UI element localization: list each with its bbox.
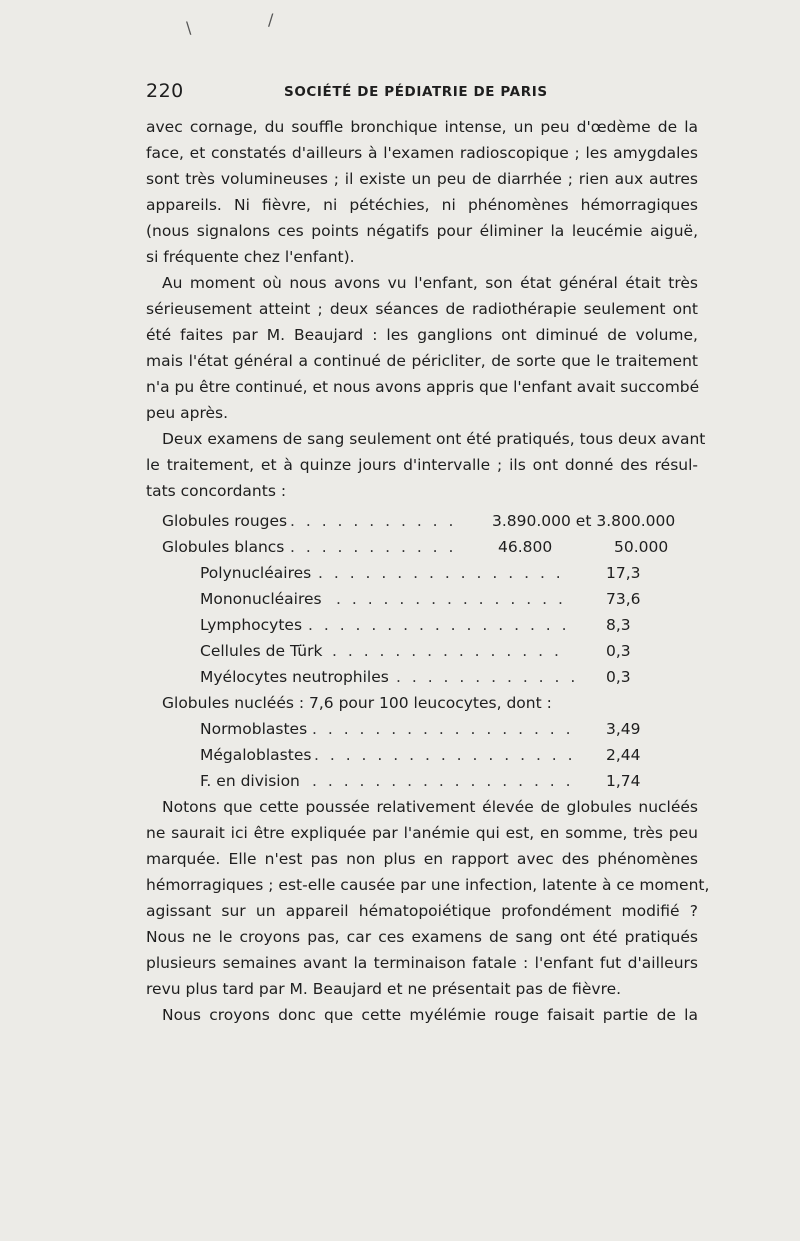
text-line: plusieurs semaines avant la terminaison fatale : l'enfant fut d'ailleurs <box>146 954 698 972</box>
text-line: ne saurait ici être expliquée par l'anémie qui est, en somme, très peu <box>146 824 698 842</box>
text-line: revu plus tard par M. Beaujard et ne présentait pas de fièvre. <box>146 980 622 998</box>
row-label: Globules blancs <box>162 538 285 556</box>
dot-leader: . . . . . . . . . . . . <box>396 668 579 686</box>
dot-leader: . . . . . . . . . . . . . . . . . <box>308 616 570 634</box>
text-line: été faites par M. Beaujard : les ganglions ont diminué de volume, <box>146 326 698 344</box>
stray-mark-backslash: \ <box>186 18 192 37</box>
row-value: 0,3 <box>606 642 631 660</box>
text-line: agissant sur un appareil hématopoiétique profondément modifié ? <box>146 902 698 920</box>
table-row <box>162 534 698 560</box>
text-line: avec cornage, du souffle bronchique intense, un peu d'œdème de la <box>146 118 698 136</box>
stray-mark-slash: / <box>268 10 274 29</box>
table-row <box>162 690 698 716</box>
dot-leader: . . . . . . . . . . . . . . . . <box>318 564 564 582</box>
text-line: marquée. Elle n'est pas non plus en rapport avec des phénomènes <box>146 850 698 868</box>
dot-leader: . . . . . . . . . . . <box>290 538 457 556</box>
table-row <box>200 716 698 742</box>
row-label: Cellules de Türk <box>200 642 323 660</box>
row-label: Globules nucléés : 7,6 pour 100 leucocytes, dont : <box>162 694 552 712</box>
text-line: mais l'état général a continué de péricliter, de sorte que le traitement <box>146 352 698 370</box>
row-label: Myélocytes neutrophiles <box>200 668 389 686</box>
row-label: Mononucléaires <box>200 590 322 608</box>
dot-leader: . . . . . . . . . . . <box>290 512 457 530</box>
dot-leader: . . . . . . . . . . . . . . . . . <box>312 720 574 738</box>
dot-leader: . . . . . . . . . . . . . . . . . <box>312 772 574 790</box>
row-label: F. en division <box>200 772 300 790</box>
text-line: Notons que cette poussée relativement élevée de globules nucléés <box>162 798 698 816</box>
dot-leader: . . . . . . . . . . . . . . . <box>336 590 566 608</box>
row-value: 17,3 <box>606 564 641 582</box>
text-line: appareils. Ni fièvre, ni pétéchies, ni phénomènes hémorragiques <box>146 196 698 214</box>
text-line: hémorragiques ; est-elle causée par une infection, latente à ce moment, <box>146 876 710 894</box>
table-row <box>200 612 698 638</box>
table-row <box>200 560 698 586</box>
row-value: 1,74 <box>606 772 641 790</box>
table-row <box>200 664 698 690</box>
row-label: Globules rouges <box>162 512 288 530</box>
row-value: 2,44 <box>606 746 641 764</box>
row-value: 8,3 <box>606 616 631 634</box>
table-row <box>200 768 698 794</box>
text-line: le traitement, et à quinze jours d'intervalle ; ils ont donné des résul- <box>146 456 698 474</box>
dot-leader: . . . . . . . . . . . . . . . <box>332 642 562 660</box>
text-line: Nous ne le croyons pas, car ces examens de sang ont été pratiqués <box>146 928 698 946</box>
row-label: Lymphocytes <box>200 616 303 634</box>
text-line: Au moment où nous avons vu l'enfant, son état général était très <box>162 274 698 292</box>
row-value: 50.000 <box>614 538 669 556</box>
text-line: tats concordants : <box>146 482 287 500</box>
row-label: Polynucléaires <box>200 564 312 582</box>
row-label: Normoblastes <box>200 720 308 738</box>
row-label: Mégaloblastes <box>200 746 312 764</box>
text-line: si fréquente chez l'enfant). <box>146 248 355 266</box>
dot-leader: . . . . . . . . . . . . . . . . . <box>314 746 576 764</box>
row-value: 73,6 <box>606 590 641 608</box>
row-value: 46.800 <box>498 538 553 556</box>
text-line: Nous croyons donc que cette myélémie rouge faisait partie de la <box>162 1006 698 1024</box>
text-line: face, et constatés d'ailleurs à l'examen radioscopique ; les amygdales <box>146 144 698 162</box>
table-row <box>200 742 698 768</box>
text-line: sérieusement atteint ; deux séances de radiothérapie seulement ont <box>146 300 698 318</box>
row-value: 3,49 <box>606 720 641 738</box>
text-line: (nous signalons ces points négatifs pour éliminer la leucémie aiguë, <box>146 222 698 240</box>
table-row <box>200 638 698 664</box>
page-number: 220 <box>146 80 184 102</box>
text-line: peu après. <box>146 404 229 422</box>
text-line: sont très volumineuses ; il existe un peu de diarrhée ; rien aux autres <box>146 170 698 188</box>
table-row <box>200 586 698 612</box>
table-row <box>162 508 698 534</box>
text-line: n'a pu être continué, et nous avons appris que l'enfant avait succombé <box>146 378 700 396</box>
text-line: Deux examens de sang seulement ont été pratiqués, tous deux avant <box>162 430 706 448</box>
running-title: SOCIÉTÉ DE PÉDIATRIE DE PARIS <box>284 84 548 100</box>
row-value: 3.890.000 et 3.800.000 <box>492 512 676 530</box>
row-value: 0,3 <box>606 668 631 686</box>
page-header <box>146 80 694 104</box>
